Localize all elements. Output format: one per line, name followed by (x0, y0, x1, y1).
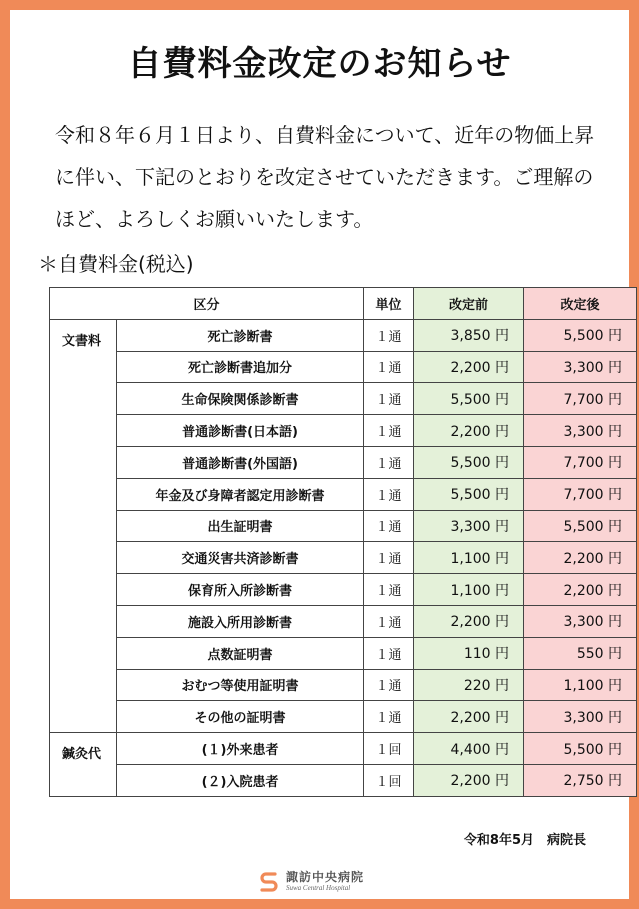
item-name-cell: 死亡診断書 (117, 319, 364, 351)
price-after-cell: 550 円 (524, 637, 637, 669)
hospital-logo-icon (258, 870, 280, 892)
price-after-cell: 3,300 円 (524, 415, 637, 447)
price-after-cell: 5,500 円 (524, 510, 637, 542)
item-name-cell: 普通診断書(日本語) (117, 415, 364, 447)
hospital-name-jp: 諏訪中央病院 (286, 869, 365, 884)
hospital-logo (258, 869, 364, 893)
unit-cell: １通 (364, 574, 414, 606)
header-unit: 単位 (364, 288, 414, 320)
table-row (50, 383, 637, 415)
item-name-cell: (２)入院患者 (117, 764, 364, 796)
price-after-cell: 5,500 円 (524, 733, 637, 765)
price-before-cell: 220 円 (414, 669, 524, 701)
unit-cell: １回 (364, 733, 414, 765)
price-before-cell: 110 円 (414, 637, 524, 669)
section-label: ＊自費料金(税込) (38, 252, 194, 276)
table-row (50, 446, 637, 478)
table-row (50, 478, 637, 510)
unit-cell: １通 (364, 415, 414, 447)
category-cell: 鍼灸代 (50, 733, 117, 797)
table-row (50, 415, 637, 447)
table-row (50, 605, 637, 637)
price-before-cell: 5,500 円 (414, 383, 524, 415)
unit-cell: １通 (364, 542, 414, 574)
price-before-cell: 1,100 円 (414, 542, 524, 574)
unit-cell: １通 (364, 446, 414, 478)
price-after-cell: 3,300 円 (524, 351, 637, 383)
item-name-cell: おむつ等使用証明書 (117, 669, 364, 701)
price-before-cell: 1,100 円 (414, 574, 524, 606)
unit-cell: １通 (364, 701, 414, 733)
price-after-cell: 2,200 円 (524, 542, 637, 574)
item-name-cell: 保育所入所診断書 (117, 574, 364, 606)
unit-cell: １通 (364, 383, 414, 415)
price-before-cell: 2,200 円 (414, 605, 524, 637)
table-row (50, 701, 637, 733)
price-before-cell: 2,200 円 (414, 701, 524, 733)
table-row (50, 637, 637, 669)
item-name-cell: 生命保険関係診断書 (117, 383, 364, 415)
table-row (50, 510, 637, 542)
table-header-row (50, 288, 637, 320)
price-after-cell: 2,750 円 (524, 764, 637, 796)
header-category: 区分 (50, 288, 364, 320)
price-after-cell: 3,300 円 (524, 605, 637, 637)
intro-line: 令和８年６月１日より、自費料金について、近年の物価上昇 (55, 123, 595, 147)
price-after-cell: 1,100 円 (524, 669, 637, 701)
price-before-cell: 5,500 円 (414, 446, 524, 478)
page-title: 自費料金改定のお知らせ (127, 44, 512, 84)
price-before-cell: 2,200 円 (414, 764, 524, 796)
header-after: 改定後 (524, 288, 637, 320)
price-after-cell: 3,300 円 (524, 701, 637, 733)
intro-text (55, 114, 595, 240)
item-name-cell: 点数証明書 (117, 637, 364, 669)
price-after-cell: 7,700 円 (524, 446, 637, 478)
price-before-cell: 5,500 円 (414, 478, 524, 510)
intro-line: に伴い、下記のとおりを改定させていただきます。ご理解の (55, 165, 594, 189)
table-row (50, 319, 637, 351)
fee-table (49, 287, 637, 797)
item-name-cell: 施設入所用診断書 (117, 605, 364, 637)
fee-table-body (50, 319, 637, 796)
price-before-cell: 3,300 円 (414, 510, 524, 542)
unit-cell: １通 (364, 478, 414, 510)
unit-cell: １通 (364, 319, 414, 351)
item-name-cell: (１)外来患者 (117, 733, 364, 765)
price-after-cell: 5,500 円 (524, 319, 637, 351)
unit-cell: １回 (364, 764, 414, 796)
item-name-cell: その他の証明書 (117, 701, 364, 733)
price-after-cell: 2,200 円 (524, 574, 637, 606)
item-name-cell: 出生証明書 (117, 510, 364, 542)
intro-line: ほど、よろしくお願いいたします。 (55, 207, 374, 231)
price-before-cell: 2,200 円 (414, 415, 524, 447)
item-name-cell: 死亡診断書追加分 (117, 351, 364, 383)
table-row (50, 669, 637, 701)
price-before-cell: 2,200 円 (414, 351, 524, 383)
hospital-name-en: Suwa Central Hospital (286, 883, 351, 892)
unit-cell: １通 (364, 605, 414, 637)
price-before-cell: 4,400 円 (414, 733, 524, 765)
unit-cell: １通 (364, 669, 414, 701)
item-name-cell: 普通診断書(外国語) (117, 446, 364, 478)
category-cell: 文書料 (50, 319, 117, 732)
unit-cell: １通 (364, 351, 414, 383)
table-row (50, 542, 637, 574)
price-after-cell: 7,700 円 (524, 383, 637, 415)
table-row (50, 733, 637, 765)
price-after-cell: 7,700 円 (524, 478, 637, 510)
item-name-cell: 年金及び身障者認定用診断書 (117, 478, 364, 510)
table-row (50, 574, 637, 606)
footer-date: 令和8年5月 病院長 (463, 833, 586, 848)
table-row (50, 351, 637, 383)
price-before-cell: 3,850 円 (414, 319, 524, 351)
unit-cell: １通 (364, 510, 414, 542)
unit-cell: １通 (364, 637, 414, 669)
table-row (50, 764, 637, 796)
item-name-cell: 交通災害共済診断書 (117, 542, 364, 574)
header-before: 改定前 (414, 288, 524, 320)
